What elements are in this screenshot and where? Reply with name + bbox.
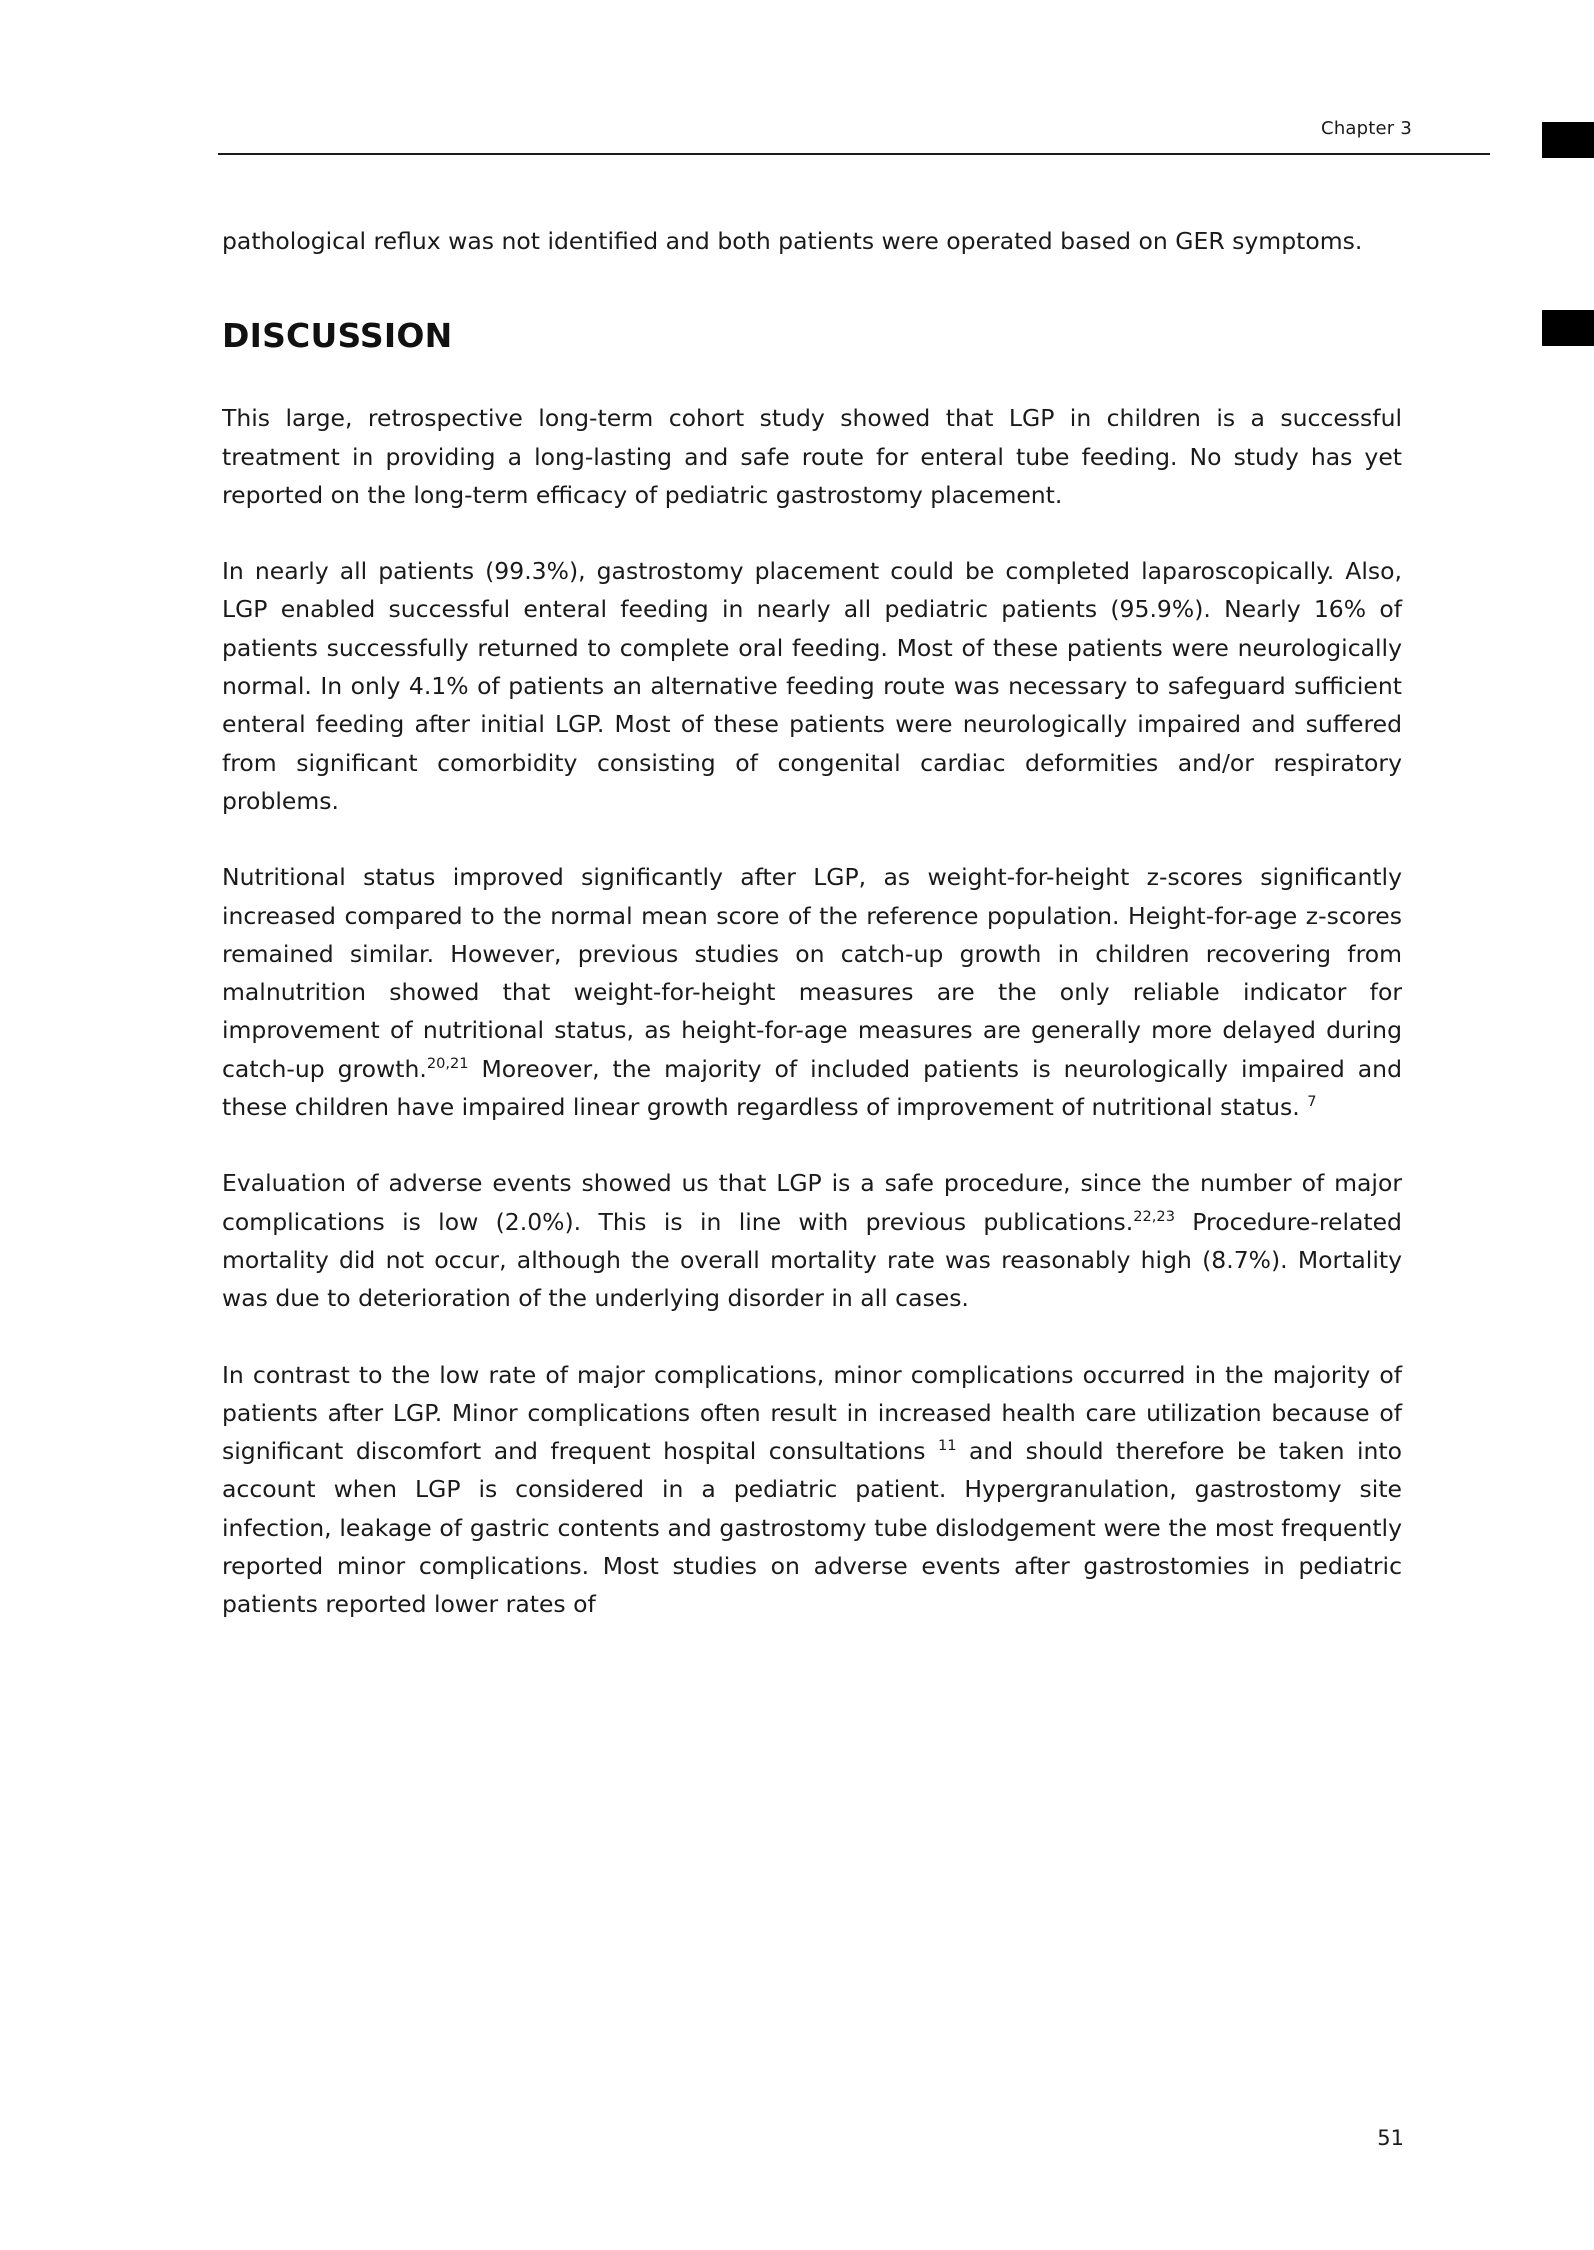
paragraph-3-text-part1: Nutritional status improved significantly after LGP, as weight-for-height z-scores significantly increased compared to the normal mean score of the reference population. Height-for-age z-scores remained similar. However, previous studies on catch-up growth in children recovering from malnutrition showed that weight-for-height measures are the only reliable indicator for improvement of nutritional status, as height-for-age measures are generally more delayed during catch-up growth. — [222, 863, 1402, 1083]
chapter-label: Chapter 3 — [1321, 118, 1412, 139]
citation-ref-22-23: 22,23 — [1133, 1207, 1175, 1225]
paragraph-4-text-part1: Evaluation of adverse events showed us that LGP is a safe procedure, since the number of major complications is low (2.0%). This is in line with previous publications. — [222, 1169, 1402, 1236]
page-header — [218, 118, 1490, 155]
page-content — [222, 222, 1402, 1624]
thumb-tab-marker-top — [1542, 122, 1594, 158]
paragraph-4 — [222, 1164, 1402, 1317]
paragraph-1: This large, retrospective long-term cohort study showed that LGP in children is a successful treatment in providing a long-lasting and safe route for enteral tube feeding. No study has yet reported on the long-term efficacy of pediatric gastrostomy placement. — [222, 404, 1402, 509]
header-divider — [218, 153, 1490, 155]
section-heading-discussion: DISCUSSION — [222, 316, 453, 356]
thumb-tab-marker-second — [1542, 310, 1594, 346]
paragraph-3-text-part2: Moreover, the majority of included patients is neurologically impaired and these children have impaired linear growth regardless of improvement of nutritional status. — [222, 1054, 1402, 1122]
page-number: 51 — [1377, 2126, 1404, 2150]
citation-ref-7: 7 — [1307, 1093, 1317, 1111]
citation-ref-11: 11 — [937, 1437, 957, 1455]
intro-paragraph: pathological reflux was not identified and both patients were operated based on GER symptoms. — [222, 227, 1363, 255]
paragraph-2: In nearly all patients (99.3%), gastrostomy placement could be completed laparoscopically. Also, LGP enabled successful enteral feeding in nearly all pediatric patients (95.9%). Nearly 16% of patients successfully returned to complete oral feeding. Most of these patients were neurologically normal. In only 4.1% of patients an alternative feeding route was necessary to safeguard sufficient enteral feeding after initial LGP. Most of these patients were neurologically impaired and suffered from significant comorbidity consisting of congenital cardiac deformities and/or respiratory problems. — [222, 557, 1402, 815]
paragraph-5-text-part2: and should therefore be taken into account when LGP is considered in a pediatric patient. Hypergranulation, gastrostomy site infection, leakage of gastric contents and gastrostomy tube dislodgement were the most frequently reported minor complications. Most studies on adverse events after gastrostomies in pediatric patients reported lower rates of — [222, 1437, 1402, 1619]
paragraph-5-text-part1: In contrast to the low rate of major complications, minor complications occurred in the majority of patients after LGP. Minor complications often result in increased health care utilization because of significant discomfort and frequent hospital consultations — [222, 1360, 1402, 1466]
citation-ref-20-21: 20,21 — [426, 1054, 469, 1072]
paragraph-3 — [222, 858, 1402, 1126]
paragraph-5 — [222, 1356, 1402, 1624]
paragraph-4-text-part2: Procedure-related mortality did not occur, although the overall mortality rate was reasonably high (8.7%). Mortality was due to deterioration of the underlying disorder in all cases. — [222, 1207, 1402, 1313]
